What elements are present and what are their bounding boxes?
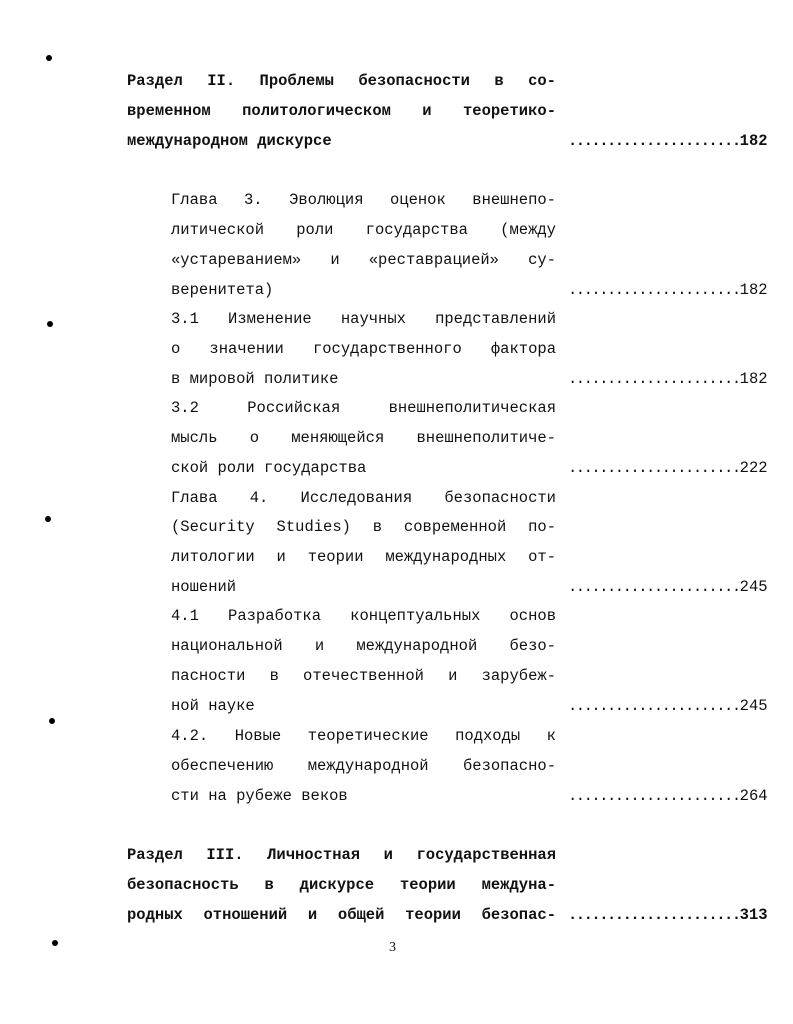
toc-page-number: 245 [739,578,768,596]
toc-line: 4.1 Разработка концептуальных основ [171,607,556,625]
scan-mark [52,940,58,946]
toc-line: литологии и теории международных от- [171,548,556,566]
toc-page-number: 182 [739,370,768,388]
scan-mark [47,321,53,327]
toc-line: ношений [171,578,237,596]
toc-line: о значении государственного фактора [171,340,556,358]
toc-line: Глава 4. Исследования безопасности [171,489,556,507]
toc-leader: ......................245 [568,578,768,596]
toc-page-number: 182 [739,132,768,150]
toc-line: Глава 3. Эволюция оценок внешнепо- [171,191,556,209]
toc-leader: ......................182 [568,132,768,150]
toc-page-number: 245 [739,697,768,715]
toc-line: литической роли государства (между [171,221,556,239]
toc-line: веренитета) [171,281,274,299]
scan-mark [45,516,51,522]
toc-line: Раздел II. Проблемы безопасности в со- [127,72,556,90]
toc-line: в мировой политике [171,370,339,388]
toc-line: национальной и международной безо- [171,637,556,655]
toc-line: 3.1 Изменение научных представлений [171,310,556,328]
page-number: 3 [389,940,396,955]
toc-line: временном политологическом и теоретико- [127,102,556,120]
toc-leader: ......................313 [568,906,768,924]
toc-page-number: 222 [739,459,768,477]
toc-line: родных отношений и общей теории безопас- [127,906,556,924]
scan-mark [49,718,55,724]
toc-page-number: 313 [739,906,768,924]
toc-leader: ......................222 [568,459,768,477]
toc-line: 3.2 Российская внешнеполитическая [171,399,556,417]
toc-line: (Security Studies) в современной по- [171,518,556,536]
toc-line: 4.2. Новые теоретические подходы к [171,727,556,745]
toc-line: мысль о меняющейся внешнеполитиче- [171,429,556,447]
scan-mark [46,55,52,61]
toc-page-number: 182 [739,281,768,299]
toc-line: сти на рубеже веков [171,787,348,805]
toc-line: ской роли государства [171,459,367,477]
toc-line: Раздел III. Личностная и государственная [127,846,556,864]
toc-line: «устареванием» и «реставрацией» су- [171,251,556,269]
toc-leader: ......................182 [568,370,768,388]
toc-line: обеспечению международной безопасно- [171,757,556,775]
toc-leader: ......................182 [568,281,768,299]
toc-leader: ......................245 [568,697,768,715]
toc-line: пасности в отечественной и зарубеж- [171,667,556,685]
toc-page-number: 264 [739,787,768,805]
toc-leader: ......................264 [568,787,768,805]
toc-line: ной науке [171,697,255,715]
toc-line: международном дискурсе [127,132,332,150]
toc-line: безопасность в дискурсе теории междуна- [127,876,556,894]
